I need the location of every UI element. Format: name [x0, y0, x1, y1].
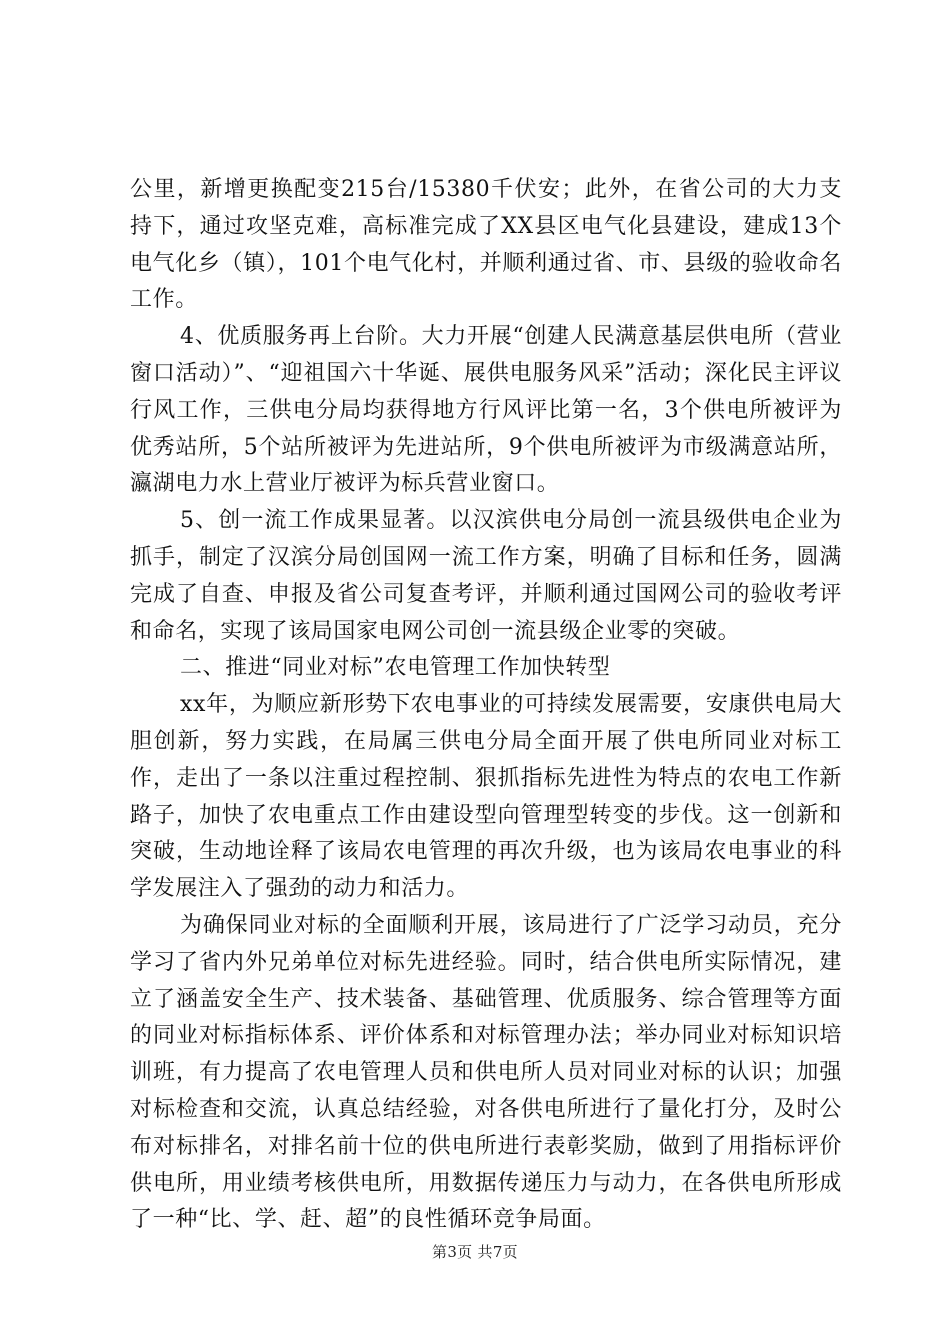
page-number-footer: 第3页 共7页	[432, 1243, 518, 1261]
paragraph-5: 为确保同业对标的全面顺利开展，该局进行了广泛学习动员，充分学习了省内外兄弟单位对标先进经验。同时，结合供电所实际情况，建立了涵盖安全生产、技术装备、基础管理、优质服务、综合管理等方面的同业对标指标体系、评价体系和对标管理办法；举办同业对标知识培训班，有力提高了农电管理人员和供电所人员对同业对标的认识；加强对标检查和交流，认真总结经验，对各供电所进行了量化打分，及时公布对标排名，对排名前十位的供电所进行表彰奖励，做到了用指标评价供电所，用业绩考核供电所，用数据传递压力与动力，在各供电所形成了一种“比、学、赶、超”的良性循环竞争局面。	[130, 912, 842, 1233]
paragraph-3: 5、创一流工作成果显著。以汉滨供电分局创一流县级供电企业为抓手，制定了汉滨分局创国网一流工作方案，明确了目标和任务，圆满完成了自查、申报及省公司复查考评，并顺利通过国网公司的验收考评和命名，实现了该局国家电网公司创一流县级企业零的突破。	[130, 508, 842, 644]
document-body	[130, 172, 842, 1239]
paragraph-4: xx年，为顺应新形势下农电事业的可持续发展需要，安康供电局大胆创新，努力实践，在局属三供电分局全面开展了供电所同业对标工作，走出了一条以注重过程控制、狠抓指标先进性为特点的农电工作新路子，加快了农电重点工作由建设型向管理型转变的步伐。这一创新和突破，生动地诠释了该局农电管理的再次升级，也为该局农电事业的科学发展注入了强劲的动力和活力。	[130, 692, 842, 902]
section-heading: 二、推进“同业对标”农电管理工作加快转型	[180, 655, 611, 681]
paragraph-2: 4、优质服务再上台阶。大力开展“创建人民满意基层供电所（营业窗口活动）”、“迎祖国六十华诞、展供电服务风采”活动；深化民主评议行风工作，三供电分局均获得地方行风评比第一名，3个供电所被评为优秀站所，5个站所被评为先进站所，9个供电所被评为市级满意站所，瀛湖电力水上营业厅被评为标兵营业窗口。	[130, 324, 842, 497]
paragraph-1: 公里，新增更换配变215台/15380千伏安；此外，在省公司的大力支持下，通过攻坚克难，高标准完成了XX县区电气化县建设，建成13个电气化乡（镇），101个电气化村，并顺利通过省、市、县级的验收命名工作。	[130, 177, 842, 313]
